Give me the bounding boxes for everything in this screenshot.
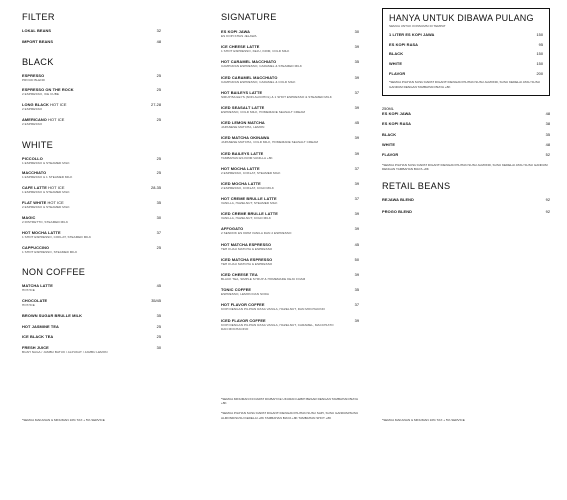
menu-item-price: 37 xyxy=(354,165,359,171)
menu-item-price: 35/45 xyxy=(151,298,161,304)
menu-item xyxy=(221,287,359,296)
menu-item-price: 30 xyxy=(156,215,161,221)
menu-item xyxy=(221,90,359,99)
menu-item-price: 39 xyxy=(354,272,359,277)
menu-item-name xyxy=(382,152,546,157)
menu-item xyxy=(22,73,164,82)
menu-item-description: 2 RISTRETTO, STEAMED MILK xyxy=(22,220,69,225)
menu-item-price: 200 xyxy=(536,70,543,76)
menu-item-name-text: IMPORT BEANS xyxy=(22,38,54,44)
menu-item xyxy=(221,181,359,190)
menu-item-price: 25 xyxy=(156,323,161,329)
menu-item-price: 25 xyxy=(156,72,161,78)
menu-item xyxy=(22,170,164,179)
menu-item-description: 1 SHOT ESPRESSO, KEJU, KRIM, COLD MILK xyxy=(221,49,290,54)
menu-item-name-text: MACCHIATO xyxy=(22,170,47,176)
menu-item xyxy=(382,209,550,214)
menu-item-description: 1 ESPRESSO & 1 STEAMED MILK xyxy=(22,175,73,180)
menu-item xyxy=(221,120,359,129)
menu-item-name-text: 1 LITER ES KOPI JAWA xyxy=(389,32,435,37)
menu-item-description: 1 SHOT ESPRESSO, STEAMED MILK xyxy=(22,249,78,254)
menu-item-name xyxy=(22,334,144,339)
menu-item-price: 45 xyxy=(354,120,359,126)
menu-item-description: SIRUP BAILEYS (NON ALKOHOL) & 1 SHOT ESPRESSO & STEAMED MILK xyxy=(221,94,332,99)
menu-item-description: 2 ESPRESSO, ICE CUBE xyxy=(22,92,59,97)
footnote-tax-right: *SEMUA MAKANAN & MINUMAN 10% TAX + 5% SERVICE xyxy=(382,418,465,422)
menu-item-name-text: ES KOPI RASA xyxy=(389,41,419,47)
non-coffee-list xyxy=(22,283,164,354)
menu-item xyxy=(382,111,550,116)
menu-item-price: 37 xyxy=(354,89,359,95)
menu-item-name-text: WHITE xyxy=(389,61,403,67)
menu-item xyxy=(22,334,164,339)
white-list xyxy=(22,156,164,255)
menu-item-price: 95 xyxy=(538,41,543,47)
menu-item xyxy=(22,313,164,318)
menu-column-middle xyxy=(221,8,359,337)
menu-item xyxy=(22,87,164,96)
menu-item-description: 2 ESPRESSO & STEAMED MILK xyxy=(22,205,70,210)
menu-item xyxy=(22,283,164,292)
menu-item-price: 37 xyxy=(354,196,359,202)
menu-item-description: BLACK TEA, SIMPLE SYRUP & HOMEMADE KEJU FOAM xyxy=(221,277,306,281)
menu-item-name-text: ICED CARAMEL MACCHIATO xyxy=(221,74,278,80)
menu-item-name-text: LONG BLACK xyxy=(22,102,49,108)
menu-item-name-text: ICE BLACK TEA xyxy=(22,334,54,340)
menu-item-price: 25 xyxy=(156,334,161,340)
menu-item-price: 150 xyxy=(536,32,543,37)
retail-list xyxy=(382,197,550,213)
menu-item-description: KOPI DENGAN PILIHAN RASA VANILA, HAZELNUT, DAN MOCHACINO xyxy=(221,307,325,312)
menu-item-description: VANILLA, HAZELNUT, COLD MILK xyxy=(221,216,271,221)
menu-item-name-text: AMERICANO xyxy=(22,117,47,123)
menu-item-description: 1 ESPRESSO & STEAMED MILK xyxy=(22,160,70,165)
menu-item xyxy=(221,151,359,160)
menu-item-price: 48 xyxy=(545,142,550,148)
menu-item-description: HOT/ICE xyxy=(22,303,35,308)
menu-item-description: JAPANESE MATCHA, LEMON xyxy=(221,125,265,130)
menu-item-price: 39 xyxy=(354,74,359,80)
menu-item-description: HOT/ICE xyxy=(22,288,35,293)
menu-item-description: PROUD BLEND xyxy=(22,77,45,82)
menu-item-price: 25 xyxy=(156,87,161,93)
menu-item-name xyxy=(389,71,539,76)
retail-block xyxy=(382,181,550,213)
menu-item-description: 2 ESPRESSO, COKLAT, STEAMED MILK xyxy=(221,170,281,175)
menu-item xyxy=(389,71,543,76)
section-title-signature: SIGNATURE xyxy=(221,12,277,22)
menu-item-name-text: WHITE xyxy=(382,142,396,148)
menu-item-name-text: ESPRESSO xyxy=(22,72,45,78)
menu-item-name-text: BLACK xyxy=(389,51,404,57)
menu-item-name-text: ESPRESSO ON THE ROCK xyxy=(22,87,74,93)
menu-item-name-text: CAPPUCCINO xyxy=(22,244,50,250)
menu-item-price: 92 xyxy=(545,208,550,214)
menu-item-description: JAPANESE MATCHA, COLD MILK, HOMEMADE SEASALT CREAM xyxy=(221,140,318,145)
menu-item xyxy=(22,230,164,239)
menu-item-name xyxy=(22,313,144,318)
menu-column-left xyxy=(22,8,164,360)
menu-item-name-text: ICED FLAVOR COFFEE xyxy=(221,317,266,323)
menu-item-name-text: HOT CARAMEL MACCHIATO xyxy=(221,59,277,65)
menu-item-description: 2 ESPRESSO xyxy=(22,107,43,112)
menu-item-size: HOT ICE xyxy=(50,102,67,108)
takeaway-subtitle: SEMUA UNTUK KONSUMSI DI TEMPAT xyxy=(389,24,446,28)
menu-item-price: 28-35 xyxy=(151,185,161,191)
menu-item xyxy=(221,105,359,114)
menu-item-name-text: HOT JASMINE TEA xyxy=(22,323,59,329)
menu-item-price: 25 xyxy=(156,117,161,123)
menu-item-price: 35 xyxy=(156,312,161,318)
menu-item xyxy=(221,242,359,251)
menu-item-name-text: PROGO BLEND xyxy=(382,208,413,214)
menu-item-price: 27-28 xyxy=(151,102,161,108)
menu-item-price: 35 xyxy=(354,59,359,65)
menu-item xyxy=(22,102,164,111)
menu-item-price: 48 xyxy=(545,110,550,116)
menu-item xyxy=(221,135,359,144)
menu-item-price: 35 xyxy=(545,131,550,137)
menu-item xyxy=(389,32,543,37)
small-size-block xyxy=(382,106,550,171)
menu-item-name-text: ICE CHEESE LATTE xyxy=(221,44,260,50)
menu-item-name xyxy=(382,111,546,116)
takeaway-note: *SEMUA PILIHAN SUSU DAPAT DIGANTI DENGAN PILIHAN SUSU ALMOND, SUSU KEDELAI ATAU SUSU GANDUM DENGAN TAMBAHAN BIAYA +8K xyxy=(389,80,540,89)
menu-item xyxy=(221,59,359,68)
menu-item-name-text: REJAWA BLEND xyxy=(382,197,414,203)
menu-item-size: HOT ICE xyxy=(48,185,65,191)
menu-item-price: 25 xyxy=(156,170,161,176)
menu-item xyxy=(22,245,164,254)
menu-item-description: 2 ESPRESSO, COKLAT, COLD MILK xyxy=(221,185,274,190)
menu-item-name-text: PICCOLLO xyxy=(22,155,43,161)
section-title-retail: RETAIL BEANS xyxy=(382,181,451,192)
menu-item-name-text: CAFE LATTE xyxy=(22,185,47,191)
menu-item-name-text: ICED MATCHA OKINAWA xyxy=(221,135,270,141)
menu-item xyxy=(221,302,359,311)
menu-item-price: 150 xyxy=(536,61,543,67)
section-title-filter: FILTER xyxy=(22,12,55,22)
menu-item-name-text: FRESH JUICE xyxy=(22,344,49,350)
footnote-tax-left: *SEMUA MAKANAN & MINUMAN 10% TAX + 5% SERVICE xyxy=(22,418,105,422)
menu-item xyxy=(22,200,164,209)
footnote-size-upgrade: *SEMUA MINUMAN INI DAPAT DIUBAH KE UKURAN LEBIH BESAR DENGAN TAMBAHAN BIAYA +8K xyxy=(221,397,358,406)
menu-item-name-text: ICED SEASALT LATTE xyxy=(221,104,265,110)
menu-item xyxy=(221,166,359,175)
menu-item-name xyxy=(382,142,546,147)
menu-item xyxy=(221,211,359,220)
menu-item-description: ESPRESSO, LEMON DAN SODA xyxy=(221,292,269,297)
menu-item-description: BUAH NAGA / JAMBU BATUK / ALPUKAT / JAMBU LEMON xyxy=(22,349,108,354)
menu-item-name-text: ICED BAILEYS LATTE xyxy=(221,150,264,156)
section-title-black: BLACK xyxy=(22,56,54,67)
menu-item-name xyxy=(382,209,546,214)
section-title-non-coffee: NON COFFEE xyxy=(22,267,86,278)
menu-item-name-text: BLACK xyxy=(382,131,397,137)
menu-item xyxy=(382,132,550,137)
menu-item-name xyxy=(382,197,546,202)
menu-item-name-text: ES KOPI RASA xyxy=(382,121,412,127)
takeaway-title: HANYA UNTUK DIBAWA PULANG xyxy=(389,13,534,23)
menu-item-price: 38 xyxy=(545,121,550,127)
menu-item-description: ES KOPI KHAS JELAWA xyxy=(221,34,257,38)
menu-item-name-text: CHOCOLATE xyxy=(22,298,48,304)
menu-item-name-text: HOT FLAVOR COFFEE xyxy=(221,302,265,308)
menu-item-name xyxy=(389,51,539,56)
menu-item-price: 48 xyxy=(156,38,161,44)
small-size-note: *SEMUA PILIHAN SUSU DAPAT DIGANTI DENGAN PILIHAN SUSU ALMOND, SUSU KEDELAI ATAU SUSU GANDUM DENGAN TAMBAHAN BIAYA +8K xyxy=(382,162,548,171)
menu-item xyxy=(22,117,164,126)
menu-item-price: 39 xyxy=(354,180,359,186)
menu-item-name-text: ICED LEMON MATCHA xyxy=(221,120,265,126)
small-size-header: 250ML xyxy=(382,105,394,111)
footnote-milk-options: *SEMUA PILIHAN SUSU DAPAT DIGANTI DENGAN PILIHAN SUSU SAPI, SUSU GANDUM/SUSU ALMOND/SUSU KEDELAI +8K TAMBAHAN BIAYA +8K TAMBAHAN SHOT +8K xyxy=(221,411,359,420)
menu-item-name-text: ICED CHEESE TEA xyxy=(221,272,258,277)
menu-column-right xyxy=(382,8,550,220)
menu-item-description: TEH KUAU MATCHA & ESPRESSO xyxy=(221,261,273,266)
menu-item xyxy=(22,298,164,307)
menu-item-description: TAMBAHAN ES KRIM VANILLA +8K xyxy=(221,155,273,160)
menu-item xyxy=(389,61,543,66)
menu-item xyxy=(389,51,543,56)
menu-item-description: CAMPURAN ESPRESSO, CARAMEL & STEAMED MILK xyxy=(221,64,303,69)
menu-item-name xyxy=(22,28,144,33)
menu-item-price: 30 xyxy=(156,344,161,350)
menu-item-name xyxy=(382,121,546,126)
menu-item-description: ESPRESSO, COLD MILK, HOMEMADE SEASALT CREAM xyxy=(221,109,306,114)
menu-item-description: KOPI DENGAN PILIHAN RASA VANILA, HAZELNUT, CARAMEL, MACCHIATO DAN MOCHACINO xyxy=(221,322,334,331)
menu-item-name-text: FLAVOR xyxy=(382,152,399,158)
menu-item-name-text: ICED MOCHA LATTE xyxy=(221,180,261,186)
menu-item-price: 50 xyxy=(354,256,359,262)
menu-item-name xyxy=(22,324,144,329)
menu-item-name-text: FLAVOR xyxy=(389,70,406,76)
menu-item-price: 39 xyxy=(354,317,359,323)
menu-item-name-text: AFFOGATO xyxy=(221,226,244,232)
menu-item-price: 39 xyxy=(354,150,359,156)
menu-item-name-text: ICED MATCHA ESPRESSO xyxy=(221,256,273,262)
signature-list xyxy=(221,29,359,331)
menu-item-name-text: HOT MOCHA LATTE xyxy=(22,230,61,236)
menu-item-name-text: HOT MATCHA ESPRESSO xyxy=(221,241,272,247)
menu-item-name-text: ICED CREME BRULLE LATTE xyxy=(221,211,278,217)
menu-item-name-text: ES KOPI JAWA xyxy=(382,110,412,116)
menu-item-name-text: HOT BAILEYS LATTE xyxy=(221,89,263,95)
menu-item-name-text: ES KOPI JAWA xyxy=(221,29,251,34)
menu-item-price: 35 xyxy=(354,287,359,293)
menu-item-price: 39 xyxy=(354,211,359,217)
menu-item xyxy=(382,121,550,126)
menu-item-name-text: HOT CREME BRULLE LATTE xyxy=(221,196,277,202)
menu-item-name xyxy=(22,39,144,44)
menu-item-price: 39 xyxy=(354,135,359,141)
menu-item-name-text: FLAT WHITE xyxy=(22,200,47,206)
takeaway-list xyxy=(389,32,543,76)
menu-item-name-text: MAGIC xyxy=(22,215,36,221)
menu-item xyxy=(22,215,164,224)
menu-item xyxy=(22,156,164,165)
footnote-middle xyxy=(221,397,359,426)
menu-item-description: 2 ESPRESSO xyxy=(22,122,43,127)
menu-item-description: VANILLA, HAZELNUT, STEAMED MILK xyxy=(221,201,278,206)
menu-item-size: HOT ICE xyxy=(47,200,64,206)
menu-item-price: 37 xyxy=(156,230,161,236)
menu-item-price: 92 xyxy=(545,197,550,203)
menu-item-description: CAMPURAN ESPRESSO, CARAMEL & COLD MILK xyxy=(221,79,296,84)
menu-item-name-text: BROWN SUGAR BRULLE MILK xyxy=(22,312,83,318)
menu-item-description: 1 SHOT ESPRESSO, COKLAT, STEAMED MILK xyxy=(22,235,92,240)
filter-list xyxy=(22,28,164,44)
menu-item-size: HOT ICE xyxy=(48,117,65,123)
small-size-list xyxy=(382,111,550,158)
menu-item-name-text: TONIC COFFEE xyxy=(221,287,252,293)
menu-item-price: 37 xyxy=(354,302,359,308)
takeaway-box xyxy=(382,8,550,96)
menu-item xyxy=(22,28,164,33)
menu-item-description: 1 ESPRESSO & STEAMED MILK xyxy=(22,190,70,195)
menu-item-description: TEH KUAU MATCHA & ESPRESSO xyxy=(221,246,273,251)
menu-item xyxy=(22,324,164,329)
menu-item xyxy=(22,39,164,44)
menu-item xyxy=(22,185,164,194)
menu-item xyxy=(221,318,359,332)
menu-item-name xyxy=(382,132,546,137)
menu-item-name-text: MATCHA LATTE xyxy=(22,283,53,289)
menu-item xyxy=(221,196,359,205)
menu-item-price: 30 xyxy=(354,29,359,34)
menu-item-price: 150 xyxy=(536,51,543,57)
black-list xyxy=(22,73,164,127)
menu-item-name-text: HOT MOCHA LATTE xyxy=(221,165,260,171)
menu-item-name xyxy=(389,42,539,47)
menu-item xyxy=(221,29,359,38)
menu-item xyxy=(382,197,550,202)
menu-item-price: 45 xyxy=(354,241,359,247)
menu-item-price: 25 xyxy=(156,244,161,250)
menu-item-price: 45 xyxy=(156,283,161,289)
menu-item-name xyxy=(389,61,539,66)
menu-item-price: 35 xyxy=(156,200,161,206)
menu-item xyxy=(221,75,359,84)
menu-item xyxy=(221,257,359,266)
menu-item xyxy=(389,42,543,47)
menu-item xyxy=(382,152,550,157)
menu-item xyxy=(22,345,164,354)
menu-item-price: 25 xyxy=(156,155,161,161)
menu-item xyxy=(221,272,359,281)
menu-item xyxy=(221,226,359,235)
section-title-white: WHITE xyxy=(22,139,54,150)
menu-item-price: 39 xyxy=(354,44,359,50)
menu-item-description: 2 SENDOK ES KRIM VANILA DAN 2 ESPRESSO xyxy=(221,231,292,236)
menu-item xyxy=(221,44,359,53)
menu-item-price: 39 xyxy=(354,104,359,110)
menu-item-price: 32 xyxy=(156,28,161,33)
menu-item-price: 52 xyxy=(545,152,550,158)
menu-item-price: 39 xyxy=(354,226,359,232)
menu-item xyxy=(382,142,550,147)
menu-item-name xyxy=(389,32,539,37)
menu-item-name-text: LOKAL BEANS xyxy=(22,28,52,33)
